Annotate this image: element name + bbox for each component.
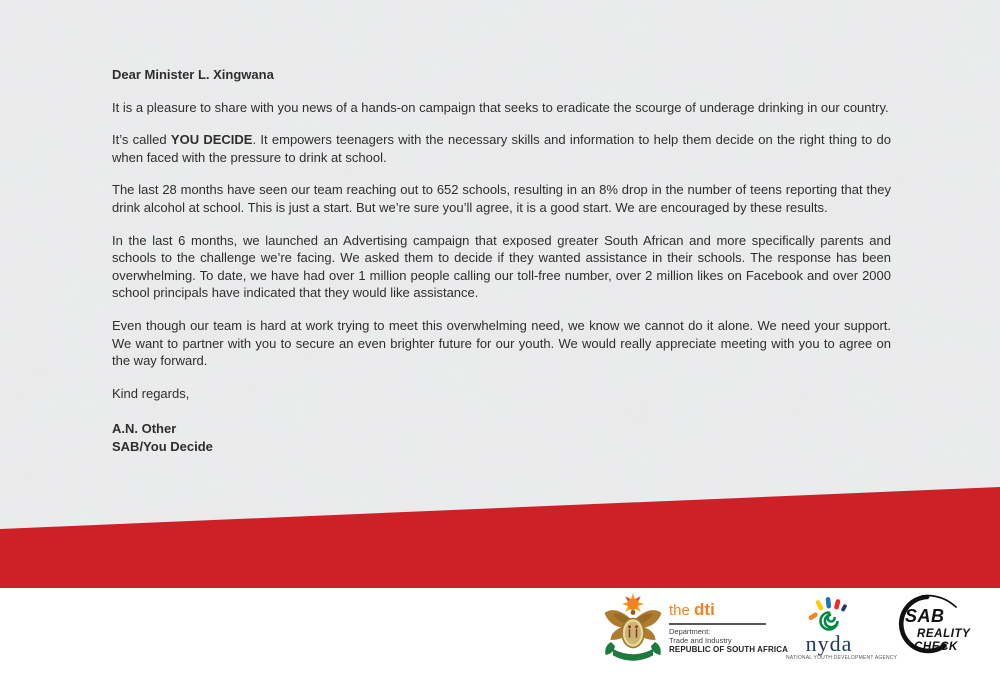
dti-wordmark [669,601,769,620]
sab-check-label: CHECK [914,641,958,653]
dti-wordmark-dti: dti [694,600,715,619]
signature-block [112,420,891,455]
letter-body [112,66,891,456]
sa-coat-of-arms-icon [602,592,664,666]
sab-reality-check-logo [886,590,1000,670]
paragraph-1: It is a pleasure to share with you news of a hands-on campaign that seeks to eradicate the scourge of underage drinking in our country. [112,99,889,115]
paragraph-3: The last 28 months have seen our team reaching out to 652 schools, resulting in an 8% drop in the number of teens reporting that they drink alcohol at school. This is just a start. But we’re sure you’ll agree, it is a good start. We are encouraged by these results. [112,182,891,215]
nyda-wordmark: nyda [805,631,853,656]
nyda-tagline: NATIONAL YOUTH DEVELOPMENT AGENCY [786,655,898,661]
hand-spiral-icon [806,595,852,633]
footer-logo-strip [0,588,1000,673]
sab-wordmark: SAB [905,606,945,626]
dti-logo [602,592,788,666]
signature-org: SAB/You Decide [112,438,213,454]
paragraph-2 [112,131,891,166]
salutation: Dear Minister L. Xingwana [112,67,274,82]
dti-department-line1: Department: [669,627,711,636]
sab-reality-label: REALITY [917,628,971,640]
dti-department-line2: Trade and Industry [669,635,732,645]
paragraph-2-post: . It empowers teenagers with the necessary skills and information to help them decide on the right thing to do when faced with the pressure to drink at school. [112,132,891,165]
closing: Kind regards, [112,385,190,401]
paragraph-2-pre: It’s called [112,132,171,148]
dti-divider [669,623,766,625]
dti-text-block [669,592,788,666]
signature-name: A.N. Other [112,421,177,437]
campaign-name: YOU DECIDE [170,132,253,148]
nyda-logo [786,595,898,662]
dti-republic-line: REPUBLIC OF SOUTH AFRICA [669,645,788,655]
paragraph-5: Even though our team is hard at work trying to meet this overwhelming need, we know we cannot do it alone. We need your support. We want to partner with you to secure an even brighter future for our youth. We would really appreciate meeting with you to agree on the way forward. [112,317,891,369]
dti-wordmark-the: the [669,602,695,619]
paragraph-4: In the last 6 months, we launched an Advertising campaign that exposed greater South African and more specifically parents and schools to the challenge we’re facing. We asked them to decide if they wanted assistance in their schools. The response has been overwhelming. To date, we have had over 1 million people calling our toll-free number, over 2 million likes on Facebook and over 2000 school principals have indicated that they would like assistance. [112,232,891,301]
